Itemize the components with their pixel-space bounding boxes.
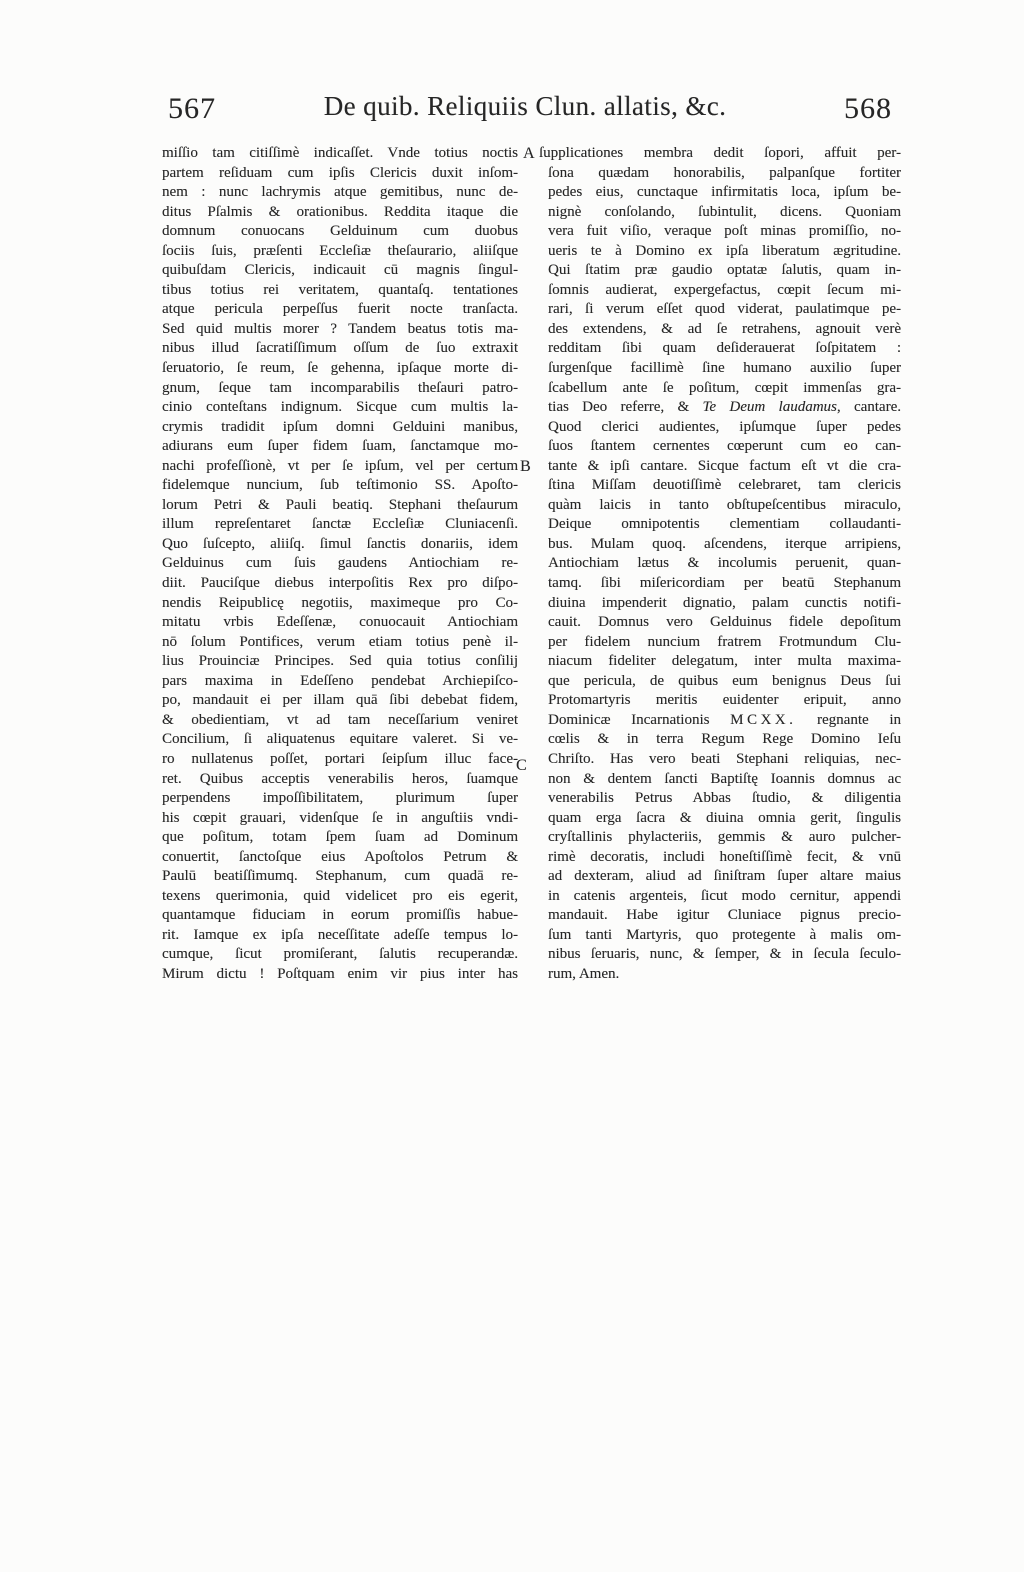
right-text-column xyxy=(539,144,901,985)
text-line: redditam ſibi quam deſiderauerat ſoſpitatem : xyxy=(548,340,901,357)
text-line: nignè conſolando, ſubintulit, dicens. Quoniam xyxy=(548,203,901,220)
text-line: quantamque fiduciam in eorum promiſſis habue- xyxy=(162,907,518,924)
text-line: illum repreſentaret ſanctæ Eccleſiæ Cluniacenſi. xyxy=(162,516,518,533)
text-line: ſociis ſuis, præſenti Eccleſiæ theſaurario, aliiſque xyxy=(162,242,518,259)
text-line: fidelemque nuncium, ſub teſtimonio SS. Apoſto- xyxy=(162,477,518,494)
text-line: quàm laicis in tanto obſtupeſcentibus miraculo, xyxy=(548,496,901,513)
running-title: De quib. Reliquiis Clun. allatis, &c. xyxy=(323,91,727,121)
text-line: domnum conuocans Gelduinum cum duobus xyxy=(162,223,518,240)
text-line: cryſtallinis phylacteriis, gemmis & auro pulcher- xyxy=(548,829,901,846)
text-line: atque pericula perpeſſus fuerit nocte tranſacta. xyxy=(162,301,518,318)
text-line: ſuos ſtantem cernentes cœperunt cum eo can- xyxy=(548,438,901,455)
text-line: per fidelem nuncium fratrem Frotmundum Clu- xyxy=(548,633,901,650)
text-line: quam erga ſacra & diuina omnia gerit, ſingulis xyxy=(548,809,901,826)
text-line: tamq. ſibi miſericordiam per beatū Stephanum xyxy=(548,575,901,592)
text-line: nibus illud ſacratiſſimum oſſum de ſuo extraxit xyxy=(162,340,518,357)
text-line: que poſitum, totam ſpem ſuam ad Dominum xyxy=(162,829,518,846)
text-line: cinio conteſtans indignum. Sicque cum multis la- xyxy=(162,399,518,416)
text-line: Gelduinus cum ſuis gaudens Antiochiam re- xyxy=(162,555,518,572)
text-line: cumque, ſicut promiſerant, ſalutis recuperandæ. xyxy=(162,946,518,963)
text-line: ad dexteram, aliud ad ſiniſtram ſuper altare maius xyxy=(548,868,901,885)
text-line: ſomnis audierat, expergefactus, cœpit ſecum mi- xyxy=(548,281,901,298)
text-line: rimè decoratis, includi honeſtiſſimè fecit, & vnū xyxy=(548,848,901,865)
text-line: partem reſiduam cum ipſis Clericis duxit inſom- xyxy=(162,164,518,181)
text-line: mandauit. Habe igitur Cluniace pignus precio- xyxy=(548,907,901,924)
text-line: ueris te à Domino ex ipſa liberatum ægritudine. xyxy=(548,242,901,259)
text-line: tante & ipſi cantare. Sicque factum eſt vt die cra- xyxy=(548,457,901,474)
text-line: diit. Pauciſque diebus interpoſitis Rex pro diſpo- xyxy=(162,575,518,592)
text-line: adiurans eum ſuper fidem ſuam, ſanctamque mo- xyxy=(162,438,518,455)
text-line: Quod clerici audientes, ipſumque ſuper pedes xyxy=(548,418,901,435)
text-line: ſona quædam honorabilis, palpanſque fortiter xyxy=(548,164,901,181)
text-line: cœlis & in terra Regum Rege Domino Ieſu xyxy=(548,731,901,748)
text-line: conuertit, ſanctoſque eius Apoſtolos Petrum & xyxy=(162,848,518,865)
text-line: Qui ſtatim præ gaudio optatæ ſalutis, quam in- xyxy=(548,262,901,279)
left-text-column xyxy=(162,144,518,985)
text-line: que pericula, de quibus eum benignus Deus ſui xyxy=(548,672,901,689)
text-line: ſeruatorio, ſe reum, ſe gehenna, ipſaque morte di- xyxy=(162,360,518,377)
margin-section-letter-b: B xyxy=(520,458,531,475)
text-line: ſtina Miſſam deuotiſſimè celebraret, tam clericis xyxy=(548,477,901,494)
text-line: Protomartyris meritis euidenter eripuit, anno xyxy=(548,692,901,709)
margin-section-letter-a: A xyxy=(523,145,535,162)
text-line: Mirum dictu ! Poſtquam enim vir pius inter has xyxy=(162,965,518,982)
text-line: rit. Iamque ex ipſa neceſſitate adeſſe tempus lo- xyxy=(162,926,518,943)
text-line: Quo ſuſcepto, aliiſq. ſimul ſanctis donariis, idem xyxy=(162,535,518,552)
page-number-left: 567 xyxy=(168,92,216,125)
text-line: Antiochiam lætus & incolumis peruenit, quan- xyxy=(548,555,901,572)
text-line: Paulū beatiſſimumq. Stephanum, cum quadā re- xyxy=(162,868,518,885)
text-line: perpendens impoſſibilitatem, plurimum ſuper xyxy=(162,790,518,807)
text-line: Chriſto. Has vero beati Stephani reliquias, nec- xyxy=(548,750,901,767)
text-line: rum, Amen. xyxy=(548,965,620,982)
text-line: lius Prouinciæ Principes. Sed quia totius conſilij xyxy=(162,653,518,670)
text-line: & obedientiam, vt ad tam neceſſarium veniret xyxy=(162,711,518,728)
text-line: non & dentem ſancti Baptiſtę Ioannis domnus ac xyxy=(548,770,901,787)
text-line: tibus totius rei veritatem, quantaſq. tentationes xyxy=(162,281,518,298)
text-line: cauit. Domnus vero Gelduinus fidele depoſitum xyxy=(548,614,901,631)
text-line: ſcabellum ante ſe poſitum, cœpit immenſas gra- xyxy=(548,379,901,396)
text-line: nibus ſeruaris, nunc, & ſemper, & in ſecula ſeculo- xyxy=(548,946,901,963)
text-line: crymis tradidit ipſum domni Gelduini manibus, xyxy=(162,418,518,435)
text-line: Sed quid multis morer ? Tandem beatus totis ma- xyxy=(162,320,518,337)
text-line: venerabilis Petrus Abbas ſtudio, & diligentia xyxy=(548,790,901,807)
text-line: Concilium, ſi aliquatenus equitare valeret. Si ve- xyxy=(162,731,518,748)
text-line: nachi profeſſionè, vt per ſe ipſum, vel per certum xyxy=(162,457,518,474)
text-line: Dominicæ Incarnationis MCXX. regnante in xyxy=(548,711,901,728)
text-line: Deique omnipotentis clementiam collaudanti- xyxy=(548,516,901,533)
text-line: mitatu vrbis Edeſſenæ, conuocauit Antiochiam xyxy=(162,614,518,631)
text-line: quibuſdam Clericis, indicauit cū magnis ſingul- xyxy=(162,262,518,279)
margin-section-letter-c: C xyxy=(516,757,527,774)
text-line: bus. Mulam quoq. aſcendens, iterque arripiens, xyxy=(548,535,901,552)
text-line: gnum, ſeque tam incomparabilis theſauri patro- xyxy=(162,379,518,396)
text-line: ſupplicationes membra dedit ſopori, affuit per- xyxy=(539,145,901,161)
text-line: diuina impenderit dignatio, palam cunctis notifi- xyxy=(548,594,901,611)
text-line: niacum fideliter delegatum, inter multa maxima- xyxy=(548,653,901,670)
text-line: ret. Quibus acceptis venerabilis heros, ſuamque xyxy=(162,770,518,787)
text-line: ſurgenſque facillimè ſine humano auxilio ſuper xyxy=(548,360,901,377)
page-number-right: 568 xyxy=(844,92,892,125)
text-line: ro nullatenus poſſet, portari ſeipſum illuc face- xyxy=(162,750,518,767)
text-line: tias Deo referre, & Te Deum laudamus, cantare. xyxy=(548,399,901,416)
text-line: pedes eius, cunctaque infirmitatis loca, ipſum be- xyxy=(548,184,901,201)
text-line: his cœpit grauari, videnſque ſe in anguſtiis vndi- xyxy=(162,809,518,826)
text-line: texens querimonia, quid videlicet pro eis egerit, xyxy=(162,887,518,904)
text-line: rari, ſi verum eſſet quod viderat, paulatimque pe- xyxy=(548,301,901,318)
text-line: nendis Reipublicę negotiis, maximeque pro Co- xyxy=(162,594,518,611)
text-line: ſum tanti Martyris, quo protegente à malis om- xyxy=(548,926,901,943)
text-line: nō ſolum Pontifices, verum etiam totius penè il- xyxy=(162,633,518,650)
text-line: miſſio tam citiſſimè indicaſſet. Vnde totius noctis xyxy=(162,145,518,161)
text-line: in catenis argenteis, ſicut modo cernitur, appendi xyxy=(548,887,901,904)
text-line: lorum Petri & Pauli beatiq. Stephani theſaurum xyxy=(162,496,518,513)
text-line: nem : nunc lachrymis atque gemitibus, nunc de- xyxy=(162,184,518,201)
text-line: po, mandauit ei per illam quā ſibi debebat fidem, xyxy=(162,692,518,709)
text-line: vera fuit viſio, veraque poſt minas promiſſio, no- xyxy=(548,223,901,240)
text-line: pars maxima in Edeſſeno pendebat Archiepiſco- xyxy=(162,672,518,689)
text-line: ditus Pſalmis & orationibus. Reddita itaque die xyxy=(162,203,518,220)
text-line: des extendens, & ad ſe retrahens, agnouit verè xyxy=(548,320,901,337)
